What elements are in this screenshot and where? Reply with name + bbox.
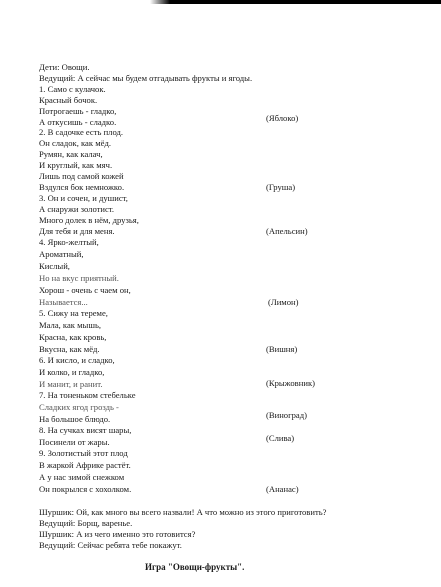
riddle-8-line-2: Посинели от жары.: [39, 437, 110, 447]
riddle-4-line-1: 4. Ярко-желтый,: [39, 237, 99, 247]
dialogue-line-3: Шуршик: А из чего именно это готовится?: [39, 529, 196, 539]
riddle-7-answer: (Виноград): [266, 410, 307, 420]
riddle-2-line-2: Он сладок, как мёд.: [39, 138, 111, 148]
riddle-4-answer: (Лимон): [268, 297, 299, 307]
riddle-1-line-4: А откусишь - сладко.: [39, 117, 117, 127]
riddle-7-line-1: 7. На тоненьком стебельке: [39, 390, 136, 400]
riddle-3-answer: (Апельсин): [266, 226, 308, 236]
riddle-5-line-1: 5. Сижу на тереме,: [39, 308, 108, 318]
riddle-9-answer: (Ананас): [266, 484, 299, 494]
riddle-4-line-5: Хорош - очень с чаем он,: [39, 285, 131, 295]
riddle-1-answer: (Яблоко): [266, 113, 299, 123]
intro-line: Ведущий: А сейчас мы будем отгадывать фрукты и ягоды.: [39, 73, 253, 83]
dialogue-line-2: Ведущий: Борщ, варенье.: [39, 518, 133, 528]
riddle-5-answer: (Вишня): [266, 344, 298, 354]
riddle-5-line-4: Вкусна, как мёд.: [39, 344, 100, 354]
riddle-9-line-3: А у нас зимой снежком: [39, 472, 125, 482]
riddle-1-line-1: 1. Само с кулачок.: [39, 84, 106, 94]
riddle-6-line-2: И колко, и гладко,: [39, 367, 105, 377]
riddle-4-line-3: Кислый,: [39, 261, 70, 271]
riddle-2-line-5: Лишь под самой кожей: [39, 171, 124, 181]
riddle-9-line-4: Он покрылся с хохолком.: [39, 484, 132, 494]
heading: Дети: Овощи.: [39, 62, 90, 72]
riddle-3-line-2: А снаружи золотист.: [39, 204, 115, 214]
riddle-6-answer: (Крыжовник): [266, 378, 315, 388]
riddle-7-line-3: На большое блюдо.: [39, 414, 111, 424]
riddle-2-answer: (Груша): [266, 182, 296, 192]
game-title: Игра "Овощи-фрукты".: [145, 562, 245, 572]
riddle-4-line-4: Но на вкус приятный.: [39, 273, 119, 283]
riddle-8-line-1: 8. На сучках висят шары,: [39, 425, 132, 435]
riddle-5-line-2: Мала, как мышь,: [39, 320, 102, 330]
riddle-8-answer: (Слива): [266, 433, 295, 443]
dialogue-line-4: Ведущий: Сейчас ребята тебе покажут.: [39, 540, 182, 550]
riddle-6-line-1: 6. И кисло, и сладко,: [39, 355, 115, 365]
riddle-2-line-1: 2. В садочке есть плод.: [39, 127, 124, 137]
riddle-4-line-2: Ароматный,: [39, 249, 84, 259]
riddle-2-line-3: Румян, как калач,: [39, 149, 103, 159]
riddle-2-line-4: И круглый, как мяч.: [39, 160, 113, 170]
riddle-6-line-3: И манит, и ранит.: [39, 379, 103, 389]
riddle-1-line-3: Потрогаешь - гладко,: [39, 106, 117, 116]
riddle-3-line-1: 3. Он и сочен, и душист,: [39, 193, 128, 203]
dialogue-line-1: Шуршик: Ой, как много вы всего назвали! А что можно из этого приготовить?: [39, 507, 327, 517]
riddle-9-line-2: В жаркой Африке растёт.: [39, 460, 131, 470]
riddle-2-line-6: Вздулся бок немножко.: [39, 182, 125, 192]
riddle-3-line-3: Много долек в нём, друзья,: [39, 215, 139, 225]
riddle-5-line-3: Красна, как кровь,: [39, 332, 107, 342]
riddle-9-line-1: 9. Золотистый этот плод: [39, 448, 128, 458]
riddle-1-line-2: Красный бочок.: [39, 95, 98, 105]
riddle-3-line-4: Для тебя и для меня.: [39, 226, 115, 236]
riddle-7-line-2: Сладких ягод гроздь -: [39, 402, 119, 412]
riddle-4-line-6: Называется...: [39, 297, 88, 307]
